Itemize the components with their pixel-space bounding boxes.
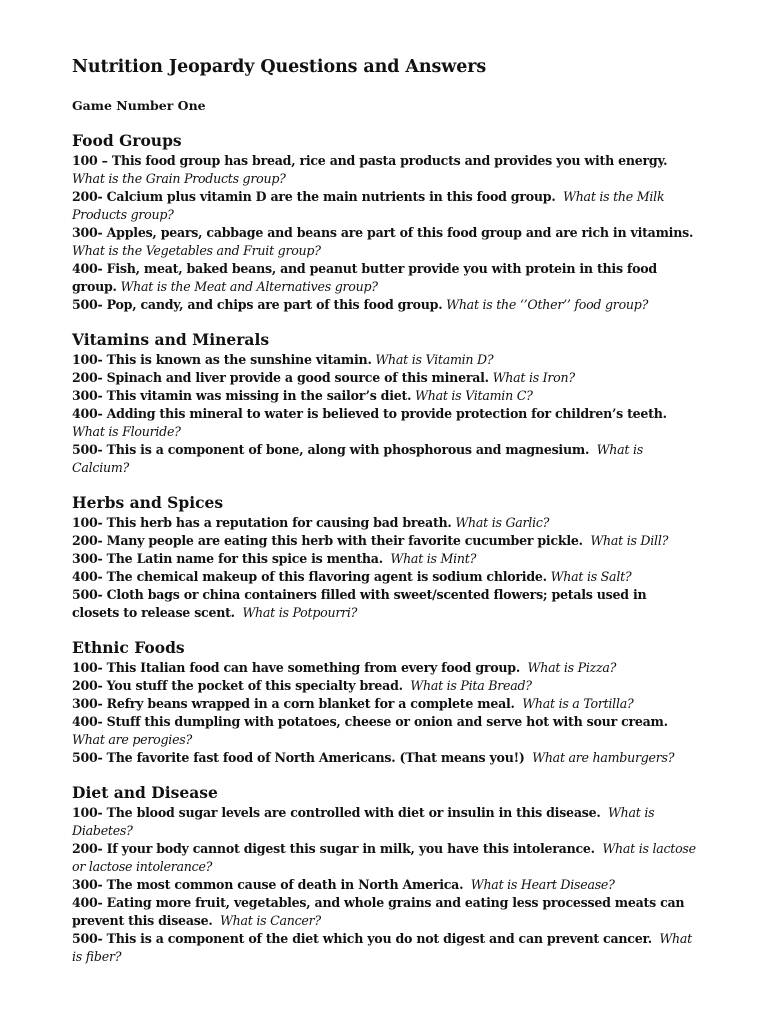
question-text: 200- Calcium plus vitamin D are the main nutrients in this food group.	[72, 189, 556, 204]
question-text: 200- If your body cannot digest this sugar in milk, you have this intolerance.	[72, 841, 595, 856]
question-text: 100- This is known as the sunshine vitamin.	[72, 352, 372, 367]
question-text: 400- Adding this mineral to water is believed to provide protection for children’s teeth.	[72, 406, 667, 421]
answer-text: What is the Vegetables and Fruit group?	[72, 243, 321, 258]
question-item	[72, 749, 697, 767]
question-text: 100- This herb has a reputation for causing bad breath.	[72, 515, 452, 530]
question-item	[72, 188, 697, 224]
answer-text: What is Diabetes?	[72, 805, 655, 838]
question-item	[72, 586, 697, 622]
answer-text: What is Vitamin D?	[375, 352, 494, 367]
answer-text: What is Pita Bread?	[410, 678, 532, 693]
answer-text: What is a Tortilla?	[522, 696, 634, 711]
answer-text: What is Dill?	[590, 533, 669, 548]
question-item	[72, 260, 697, 296]
answer-text: What is lactose or lactose intolerance?	[72, 841, 696, 874]
question-text: 500- This is a component of the diet which you do not digest and can prevent cancer.	[72, 931, 652, 946]
question-text: 500- This is a component of bone, along with phosphorous and magnesium.	[72, 442, 590, 457]
question-item	[72, 677, 697, 695]
answer-text: What is Cancer?	[219, 913, 321, 928]
question-item	[72, 296, 697, 314]
answer-text: What is the Grain Products group?	[72, 171, 286, 186]
section-heading: Herbs and Spices	[72, 493, 224, 512]
question-item	[72, 224, 697, 260]
answer-text: What is Pizza?	[527, 660, 617, 675]
answer-text: What is the ‘’Other’’ food group?	[446, 297, 649, 312]
answer-text: What is Garlic?	[455, 515, 550, 530]
answer-text: What is the Meat and Alternatives group?	[120, 279, 378, 294]
question-text: 400- The chemical makeup of this flavoring agent is sodium chloride.	[72, 569, 547, 584]
question-text: 400- Stuff this dumpling with potatoes, cheese or onion and serve hot with sour cream.	[72, 714, 668, 729]
answer-text: What is Mint?	[390, 551, 477, 566]
question-text: 500- The favorite fast food of North Americans. (That means you!)	[72, 750, 525, 765]
question-text: 500- Cloth bags or china containers filled with sweet/scented flowers; petals used in closets to release scent.	[72, 587, 647, 620]
answer-text: What is Calcium?	[72, 442, 643, 475]
question-text: 400- Fish, meat, baked beans, and peanut butter provide you with protein in this food group.	[72, 261, 657, 294]
answer-text: What is Potpourri?	[242, 605, 358, 620]
section-heading: Vitamins and Minerals	[72, 330, 270, 349]
answer-text: What is the Milk Products group?	[72, 189, 665, 222]
question-item	[72, 387, 697, 405]
question-text: 100- The blood sugar levels are controlled with diet or insulin in this disease.	[72, 805, 601, 820]
question-item	[72, 441, 697, 477]
game-number-label: Game Number One	[72, 98, 206, 113]
question-item	[72, 876, 697, 894]
answer-text: What are hamburgers?	[532, 750, 675, 765]
question-text: 400- Eating more fruit, vegetables, and whole grains and eating less processed meats can prevent this disease.	[72, 895, 685, 928]
question-item	[72, 568, 697, 586]
section-diet-and-disease	[72, 783, 697, 966]
question-item	[72, 930, 697, 966]
answer-text: What is Heart Disease?	[470, 877, 615, 892]
section-ethnic-foods	[72, 638, 697, 767]
answer-text: What is fiber?	[72, 931, 692, 964]
question-item	[72, 532, 697, 550]
question-text: 200- Spinach and liver provide a good source of this mineral.	[72, 370, 489, 385]
question-item	[72, 152, 697, 188]
question-text: 300- The most common cause of death in North America.	[72, 877, 464, 892]
document-title: Nutrition Jeopardy Questions and Answers	[72, 57, 487, 77]
question-text: 300- This vitamin was missing in the sailor’s diet.	[72, 388, 412, 403]
question-text: 300- Apples, pears, cabbage and beans are part of this food group and are rich in vitamins.	[72, 225, 694, 240]
question-text: 500- Pop, candy, and chips are part of this food group.	[72, 297, 443, 312]
question-item	[72, 351, 697, 369]
section-heading: Ethnic Foods	[72, 638, 185, 657]
answer-text: What are perogies?	[72, 732, 192, 747]
question-item	[72, 514, 697, 532]
question-item	[72, 804, 697, 840]
question-text: 200- Many people are eating this herb with their favorite cucumber pickle.	[72, 533, 583, 548]
section-vitamins-and-minerals	[72, 330, 697, 477]
question-text: 300- The Latin name for this spice is mentha.	[72, 551, 383, 566]
answer-text: What is Salt?	[550, 569, 632, 584]
question-item	[72, 894, 697, 930]
question-item	[72, 713, 697, 749]
question-item	[72, 550, 697, 568]
answer-text: What is Flouride?	[72, 424, 181, 439]
document-page	[72, 56, 697, 966]
question-item	[72, 695, 697, 713]
question-text: 200- You stuff the pocket of this specialty bread.	[72, 678, 403, 693]
question-text: 300- Refry beans wrapped in a corn blanket for a complete meal.	[72, 696, 515, 711]
question-item	[72, 659, 697, 677]
question-item	[72, 369, 697, 387]
question-text: 100- This Italian food can have something from every food group.	[72, 660, 521, 675]
answer-text: What is Iron?	[492, 370, 575, 385]
question-text: 100 – This food group has bread, rice and pasta products and provides you with energy.	[72, 153, 668, 168]
section-heading: Diet and Disease	[72, 783, 218, 802]
question-item	[72, 405, 697, 441]
question-item	[72, 840, 697, 876]
answer-text: What is Vitamin C?	[415, 388, 533, 403]
section-herbs-and-spices	[72, 493, 697, 622]
section-food-groups	[72, 131, 697, 314]
section-heading: Food Groups	[72, 131, 182, 150]
